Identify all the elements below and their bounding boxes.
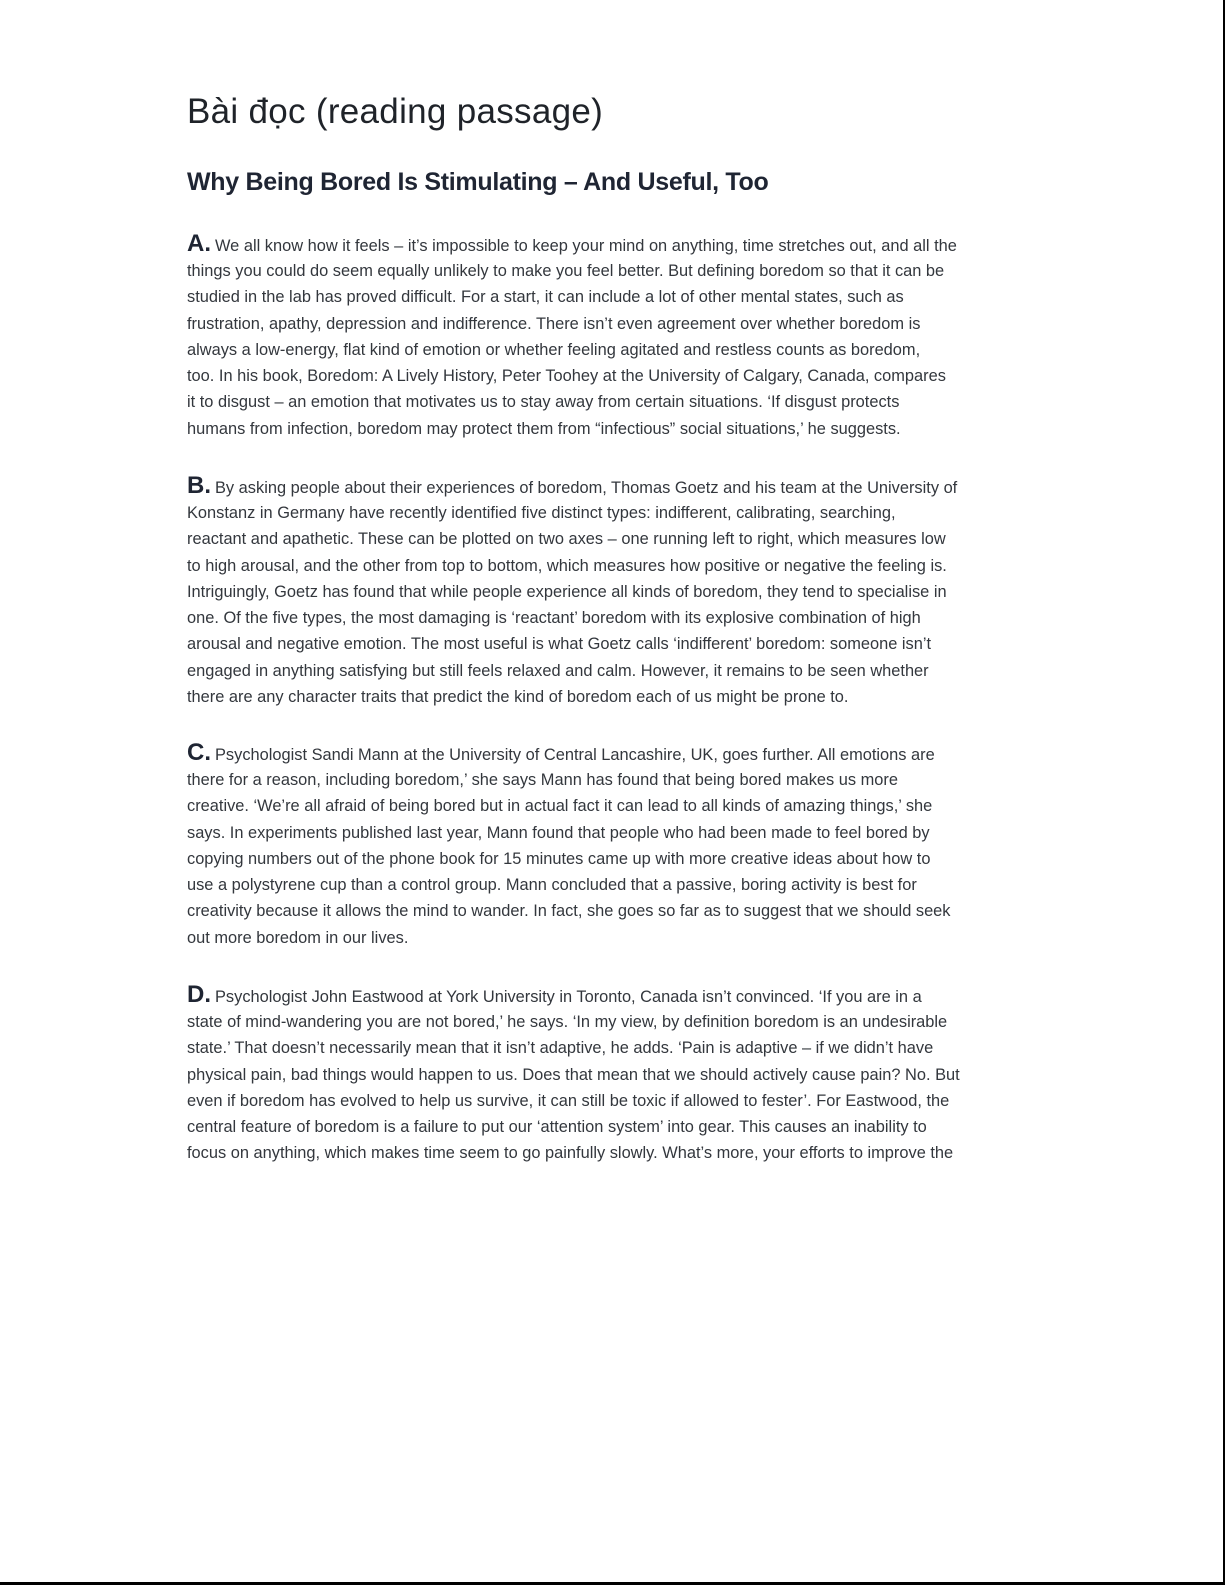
line-text: things you could do seem equally unlikely to make you feel better. But defining boredom so that it can be [187, 262, 945, 280]
paragraph-line [187, 925, 1037, 951]
line-text: to high arousal, and the other from top to bottom, which measures how positive or negative the feeling is. [187, 556, 947, 575]
line-text: there are any character traits that predict the kind of boredom each of us might be prone to. [187, 688, 849, 707]
line-text: studied in the lab has proved difficult. For a start, it can include a lot of other mental states, such as [187, 288, 904, 307]
line-text: state of mind-wandering you are not bored,’ he says. ‘In my view, by definition boredom is an undesirable [187, 1013, 948, 1031]
paragraph-d [187, 980, 1037, 1167]
line-text: arousal and negative emotion. The most useful is what Goetz calls ‘indifferent’ boredom: someone isn’t [187, 635, 932, 654]
line-text: Psychologist Sandi Mann at the University of Central Lancashire, UK, goes further. All emotions are [215, 746, 935, 764]
paragraph-line [187, 500, 1037, 526]
line-text: creativity because it allows the mind to wander. In fact, she goes so far as to suggest that we should seek [187, 902, 951, 921]
line-text: central feature of boredom is a failure to put our ‘attention system’ into gear. This causes an inability to [187, 1118, 927, 1137]
line-text: Konstanz in Germany have recently identified five distinct types: indifferent, calibrating, searching, [187, 504, 896, 522]
paragraph-label: D. [187, 981, 211, 1008]
line-text: By asking people about their experiences of boredom, Thomas Goetz and his team at the University of [215, 479, 958, 497]
paragraph-label: A. [187, 230, 211, 257]
paragraph-line [187, 793, 1037, 819]
paragraph-line [187, 1088, 1037, 1114]
paragraph-line [187, 416, 1037, 442]
line-text: even if boredom has evolved to help us survive, it can still be toxic if allowed to fester’. For Eastwood, the [187, 1091, 950, 1110]
line-text: too. In his book, Boredom: A Lively History, Peter Toohey at the University of Calgary, Canada, compares [187, 367, 946, 386]
line-text: We all know how it feels – it’s impossible to keep your mind on anything, time stretches out, and all the [215, 237, 957, 255]
line-text: there for a reason, including boredom,’ she says Mann has found that being bored makes us more [187, 771, 898, 789]
paragraph-line [187, 738, 1037, 767]
paragraph-line [187, 1140, 1037, 1166]
paragraph-line [187, 363, 1037, 389]
paragraph-a [187, 229, 1037, 442]
line-text: state.’ That doesn’t necessarily mean that it isn’t adaptive, he adds. ‘Pain is adaptive – if we didn’t have [187, 1039, 934, 1058]
line-text: engaged in anything satisfying but still feels relaxed and calm. However, it remains to be seen whether [187, 661, 929, 680]
line-text: humans from infection, boredom may protect them from “infectious” social situations,’ he suggests. [187, 419, 901, 438]
paragraph-line [187, 767, 1037, 793]
paragraph-line [187, 258, 1037, 284]
line-text: out more boredom in our lives. [187, 928, 409, 947]
line-text: use a polystyrene cup than a control group. Mann concluded that a passive, boring activity is best for [187, 876, 917, 895]
line-text: creative. ‘We’re all afraid of being bored but in actual fact it can lead to all kinds of amazing things,’ she [187, 797, 933, 816]
paragraph-line [187, 284, 1037, 310]
paragraph-line [187, 337, 1037, 363]
line-text: frustration, apathy, depression and indifference. There isn’t even agreement over whether boredom is [187, 314, 921, 333]
paragraph-b [187, 471, 1037, 710]
paragraph-line [187, 820, 1037, 846]
line-text: copying numbers out of the phone book for 15 minutes came up with more creative ideas about how to [187, 849, 931, 868]
paragraph-line [187, 658, 1037, 684]
paragraph-line [187, 872, 1037, 898]
paragraph-line [187, 1035, 1037, 1061]
paragraph-line [187, 229, 1037, 258]
paragraph-line [187, 579, 1037, 605]
paragraph-line [187, 1062, 1037, 1088]
line-text: it to disgust – an emotion that motivates us to stay away from certain situations. ‘If disgust protects [187, 393, 900, 412]
line-text: says. In experiments published last year, Mann found that people who had been made to feel bored by [187, 823, 930, 842]
paragraph-line [187, 898, 1037, 924]
line-text: focus on anything, which makes time seem to go painfully slowly. What’s more, your efforts to improve the [187, 1144, 954, 1163]
paragraph-line [187, 684, 1037, 710]
line-text: always a low-energy, flat kind of emotion or whether feeling agitated and restless counts as boredom, [187, 340, 921, 359]
line-text: reactant and apathetic. These can be plotted on two axes – one running left to right, which measures low [187, 530, 946, 549]
line-text: Psychologist John Eastwood at York University in Toronto, Canada isn’t convinced. ‘If you are in a [215, 988, 922, 1006]
paragraph-c [187, 738, 1037, 951]
paragraph-line [187, 631, 1037, 657]
paragraph-line [187, 605, 1037, 631]
paragraph-line [187, 553, 1037, 579]
line-text: physical pain, bad things would happen to us. Does that mean that we should actively cause pain? No. But [187, 1065, 960, 1084]
paragraph-label: C. [187, 739, 211, 766]
paragraph-line [187, 1009, 1037, 1035]
paragraph-line [187, 526, 1037, 552]
page-title: Bài đọc (reading passage) [187, 92, 604, 131]
paragraph-line [187, 980, 1037, 1009]
paragraph-line [187, 1114, 1037, 1140]
line-text: one. Of the five types, the most damaging is ‘reactant’ boredom with its explosive combination of high [187, 609, 921, 628]
line-text: Intriguingly, Goetz has found that while people experience all kinds of boredom, they tend to specialise in [187, 582, 947, 601]
paragraph-label: B. [187, 472, 211, 499]
passage-heading: Why Being Bored Is Stimulating – And Useful, Too [187, 168, 769, 196]
paragraph-line [187, 471, 1037, 500]
paragraph-line [187, 311, 1037, 337]
paragraph-line [187, 846, 1037, 872]
paragraph-line [187, 389, 1037, 415]
